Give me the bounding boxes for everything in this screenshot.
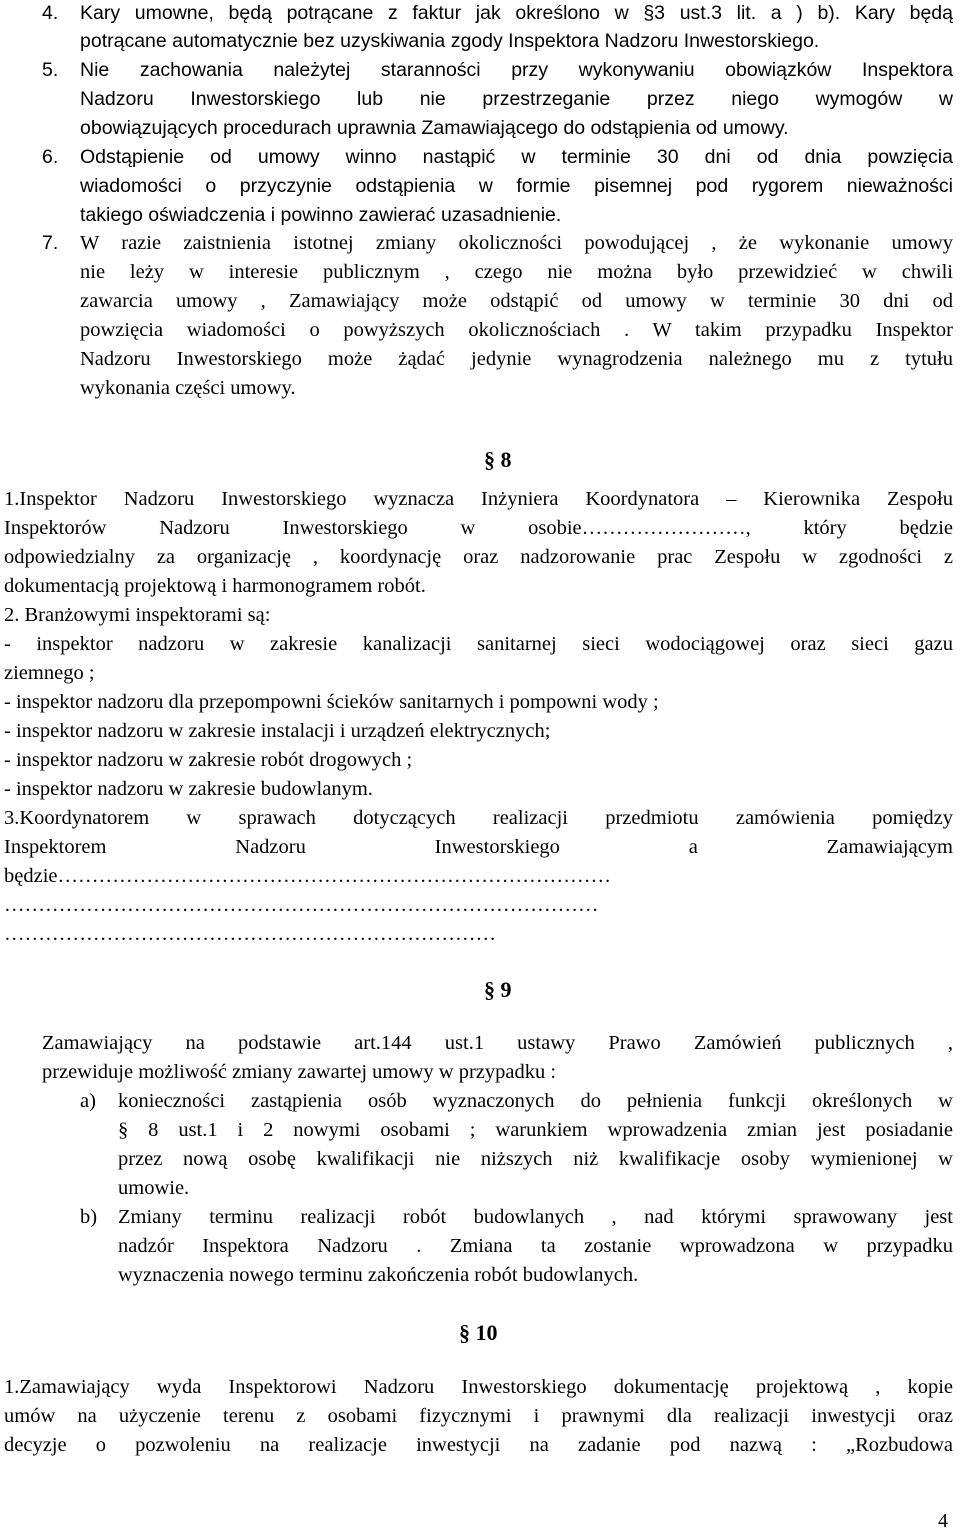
page-number: 4 xyxy=(938,1510,948,1532)
section-8-line: będzie……………………………………………………………………… xyxy=(4,865,611,887)
list-item-line: wyznaczenia nowego terminu zakończenia robót budowlanych. xyxy=(118,1264,639,1286)
section-8-line: - inspektor nadzoru w zakresie kanalizacji sanitarnej sieci wodociągowej oraz sieci gazu xyxy=(4,633,953,655)
section-9-intro-line: Zamawiający na podstawie art.144 ust.1 ustawy Prawo Zamówień publicznych , xyxy=(42,1032,953,1054)
section-8-line: - inspektor nadzoru w zakresie budowlanym. xyxy=(4,778,373,800)
section-10-line: 1.Zamawiający wyda Inspektorowi Nadzoru Inwestorskiego dokumentację projektową , kopie xyxy=(4,1376,953,1398)
section-8-line: ziemnego ; xyxy=(4,662,95,684)
section-10-line: decyzje o pozwoleniu na realizacje inwestycji na zadanie pod nazwą : „Rozbudowa xyxy=(4,1434,953,1456)
item-line: wiadomości o przyczynie odstąpienia w formie pisemnej pod rygorem nieważności xyxy=(80,175,953,197)
section-8-line: Inspektorem Nadzoru Inwestorskiego a Zamawiającym xyxy=(4,836,953,858)
item-number: 6. xyxy=(42,146,59,168)
item-line: obowiązujących procedurach uprawnia Zamawiającego do odstąpienia od umowy. xyxy=(80,117,789,139)
section-8-line: odpowiedzialny za organizację , koordynację oraz nadzorowanie prac Zespołu w zgodności z xyxy=(4,546,953,568)
section-8-header: § 8 xyxy=(484,447,512,472)
section-8-line: 1.Inspektor Nadzoru Inwestorskiego wyznacza Inżyniera Koordynatora – Kierownika Zespołu xyxy=(4,488,953,510)
item-number: 7. xyxy=(42,232,59,254)
section-8-line: Inspektorów Nadzoru Inwestorskiego w osobie……………………, który będzie xyxy=(4,517,953,539)
section-8-line: 3.Koordynatorem w sprawach dotyczących realizacji przedmiotu zamówienia pomiędzy xyxy=(4,807,953,829)
list-item-line: przez nową osobę kwalifikacji nie niższych niż kwalifikacje osoby wymienionej w xyxy=(118,1148,953,1170)
list-item-line: konieczności zastąpienia osób wyznaczonych do pełnienia funkcji określonych w xyxy=(118,1090,953,1112)
section-8-line: - inspektor nadzoru w zakresie instalacji i urządzeń elektrycznych; xyxy=(4,720,551,742)
item-line: zawarcia umowy , Zamawiający może odstąpić od umowy w terminie 30 dni od xyxy=(80,290,953,312)
list-label: a) xyxy=(80,1090,96,1112)
list-item-line: § 8 ust.1 i 2 nowymi osobami ; warunkiem wprowadzenia zmian jest posiadanie xyxy=(118,1119,953,1141)
list-item-line: nadzór Inspektora Nadzoru . Zmiana ta zostanie wprowadzona w przypadku xyxy=(118,1235,953,1257)
item-line: Nadzoru Inwestorskiego może żądać jedynie wynagrodzenia należnego mu z tytułu xyxy=(80,348,953,370)
section-10-header: § 10 xyxy=(459,1320,498,1345)
list-label: b) xyxy=(80,1206,98,1228)
item-line: W razie zaistnienia istotnej zmiany okoliczności powodującej , że wykonanie umowy xyxy=(80,232,953,254)
item-line: Kary umowne, będą potrącane z faktur jak określono w §3 ust.3 lit. a ) b). Kary będą xyxy=(80,2,953,24)
item-line: wykonania części umowy. xyxy=(80,377,296,399)
section-8-line: ……………………………………………………………… xyxy=(4,923,496,945)
item-line: powzięcia wiadomości o powyższych okolicznościach . W takim przypadku Inspektor xyxy=(80,319,953,341)
section-8-line: …………………………………………………………………………… xyxy=(4,894,599,916)
item-line: takiego oświadczenia i powinno zawierać uzasadnienie. xyxy=(80,204,562,226)
section-8-line: - inspektor nadzoru dla przepompowni ścieków sanitarnych i pompowni wody ; xyxy=(4,691,659,713)
item-number: 4. xyxy=(42,2,59,24)
item-number: 5. xyxy=(42,59,59,81)
section-8-line: - inspektor nadzoru w zakresie robót drogowych ; xyxy=(4,749,413,771)
section-10-line: umów na użyczenie terenu z osobami fizycznymi i prawnymi dla realizacji inwestycji oraz xyxy=(4,1405,953,1427)
section-8-line: 2. Branżowymi inspektorami są: xyxy=(4,604,271,626)
section-9-intro-line: przewiduje możliwość zmiany zawartej umowy w przypadku : xyxy=(42,1061,557,1083)
list-item-line: Zmiany terminu realizacji robót budowlanych , nad którymi sprawowany jest xyxy=(118,1206,953,1228)
section-9-header: § 9 xyxy=(484,977,512,1002)
item-line: Odstąpienie od umowy winno nastąpić w terminie 30 dni od dnia powzięcia xyxy=(80,146,953,168)
section-8-line: dokumentacją projektową i harmonogramem robót. xyxy=(4,575,426,597)
list-item-line: umowie. xyxy=(118,1177,190,1199)
item-line: Nadzoru Inwestorskiego lub nie przestrzeganie przez niego wymogów w xyxy=(80,88,953,110)
item-line: nie leży w interesie publicznym , czego nie można było przewidzieć w chwili xyxy=(80,261,953,283)
item-line: potrącane automatycznie bez uzyskiwania zgody Inspektora Nadzoru Inwestorskiego. xyxy=(80,30,820,52)
item-line: Nie zachowania należytej staranności przy wykonywaniu obowiązków Inspektora xyxy=(80,59,953,81)
